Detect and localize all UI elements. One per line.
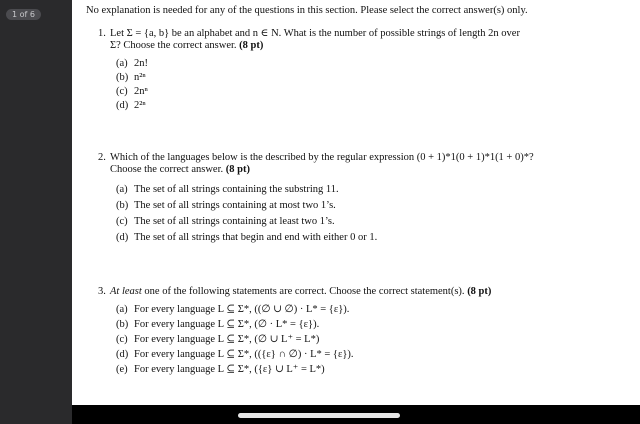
question-text: At least one of the following statements are correct. Choose the correct statement(s). (8 pt) <box>110 286 492 297</box>
question-text: Let Σ = {a, b} be an alphabet and n ∈ N. What is the number of possible strings of length 2n over <box>110 28 520 39</box>
question-text-line2: Σ? Choose the correct answer. (8 pt) <box>110 40 264 51</box>
question-number: 1. <box>98 28 106 39</box>
question-text: Which of the languages below is the described by the regular expression (0 + 1)*1(0 + 1)*1(1 + 0)*? <box>110 152 534 163</box>
intro-text: No explanation is needed for any of the questions in this section. Please select the correct answer(s) only. <box>86 5 528 16</box>
document-page: No explanation is needed for any of the questions in this section. Please select the correct answer(s) only. 1. Let Σ = {a, b} be an alphabet and n ∈ N. What is the number of possible strings of length 2n over Σ? Choose the correct answer. (8 pt) (a) 2n! (b) n²ⁿ (c) 2nⁿ (d) 2²ⁿ 2. Which of the languages below is the described by the regular expression (0 + 1)*1(0 + 1)*1(1 + 0)*? Choose the correct answer. (8 pt) (a) The set of all strings containing the substring 11. (b) The set of all strings containing at most two 1’s. (c) The set of all strings containing at least two 1’s. (d) The set of all strings that begin and end with either 0 or 1. 3. At least one of the following statements are correct. Choose the correct statement(s). (8 pt) (a) For every language L ⊆ Σ*, ((∅ ∪ ∅) · L* = {ε}). (b) For every language L ⊆ Σ*, (∅ · L* = {ε}). (c) For every language L ⊆ Σ*, (∅ ∪ L⁺ = L*) (d) For every language L ⊆ Σ*, (({ε} ∩ ∅) · L* = {ε}). (e) For every language L ⊆ Σ*, ({ε} ∪ L⁺ = L*) <box>72 0 640 405</box>
question-points: (8 pt) <box>239 40 264 51</box>
question-emphasis: At least <box>110 286 142 297</box>
question-number: 2. <box>98 152 106 163</box>
page-indicator: 1 of 6 <box>6 9 41 20</box>
thumbnail-sidebar <box>0 0 72 424</box>
question-points: (8 pt) <box>225 164 250 175</box>
home-indicator-bar[interactable] <box>238 413 400 418</box>
question-text-line2: Choose the correct answer. (8 pt) <box>110 164 250 175</box>
question-points: (8 pt) <box>467 286 492 297</box>
question-number: 3. <box>98 286 106 297</box>
